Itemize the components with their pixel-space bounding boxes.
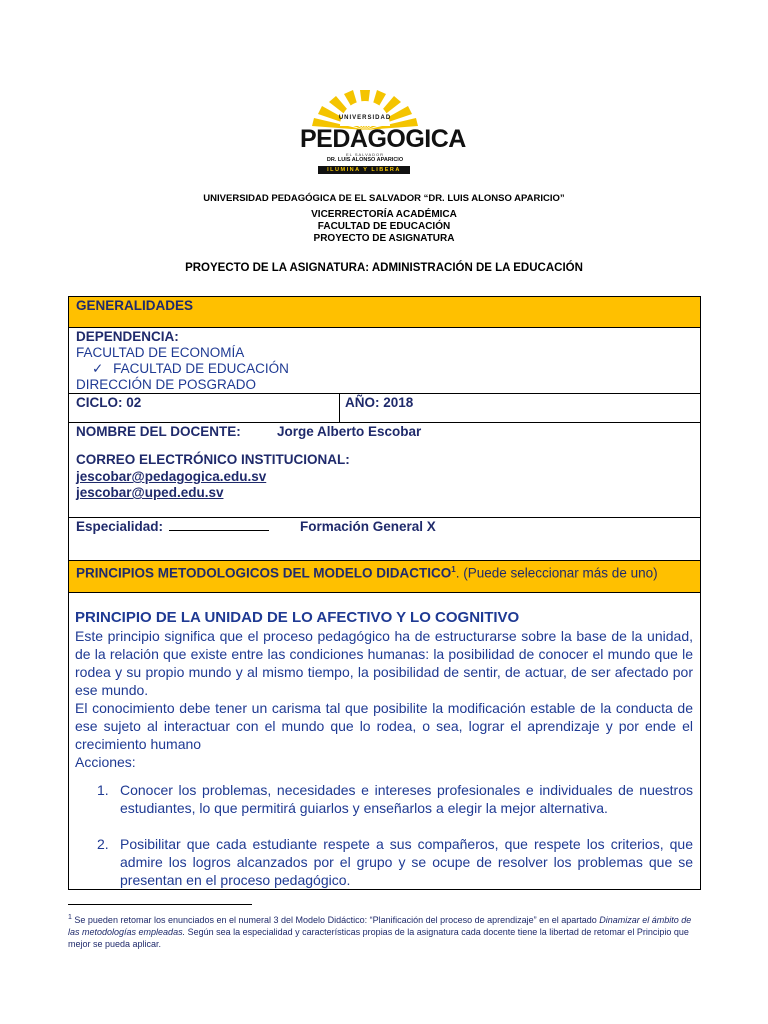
row-dependencia xyxy=(68,327,701,394)
especialidad-blank xyxy=(169,519,269,531)
email-link-uped[interactable]: jescobar@uped.edu.sv xyxy=(76,485,224,500)
row-docente xyxy=(68,422,701,518)
header-block xyxy=(0,209,768,245)
footnote-text-b: Según sea la especialidad y características propias de la asignatura cada docente tiene la libertad de retomar el Principio que mejor se pueda aplicar. xyxy=(68,927,689,949)
especialidad-field xyxy=(76,519,269,535)
logo-motto: ILUMINA Y LIBERA xyxy=(318,166,410,174)
option-educacion-label: FACULTAD DE EDUCACIÓN xyxy=(113,361,289,376)
checkmark-icon: ✓ xyxy=(92,361,104,376)
footnote-text-italic: Dinamizar el ámbito de las metodologías empleadas. xyxy=(68,915,692,937)
principle-paragraph-2: El conocimiento debe tener un carisma tal que posibilite la modificación estable de la conducta de ese sujeto al interactuar con el mundo que lo rodea, o sea, lograr el aprendizaje y por ende el crecimiento humano xyxy=(75,700,693,752)
option-educacion xyxy=(92,361,289,377)
anio-value: AÑO: 2018 xyxy=(345,395,414,410)
logo-founder: DR. LUIS ALONSO APARICIO xyxy=(326,157,404,163)
list-item-number: 1. xyxy=(97,782,109,798)
especialidad-label: Especialidad: xyxy=(76,519,164,534)
header-facultad: FACULTAD DE EDUCACIÓN xyxy=(317,221,451,232)
row-principle-body xyxy=(68,592,701,890)
correo-label: CORREO ELECTRÓNICO INSTITUCIONAL: xyxy=(76,452,350,467)
university-logo xyxy=(300,86,466,178)
option-economia: FACULTAD DE ECONOMÍA xyxy=(76,345,245,360)
principle-paragraph-1: Este principio significa que el proceso pedagógico ha de estructurarse sobre la base de la unidad, de la relación que existe entre las condiciones humanas: la posibilidad de conocer el mundo que le rodea y su propio mundo y al mismo tiempo, la posibilidad de sentir, de actuar, de ser afectado por ese mundo. xyxy=(75,628,693,698)
principios-heading xyxy=(76,562,658,582)
list-item-text: Conocer los problemas, necesidades e intereses profesionales e individuales de nuestros estudiantes, lo que permitirá guiarlos y enseñarlos a elegir la mejor alternativa. xyxy=(120,782,693,816)
row-ciclo xyxy=(68,393,701,423)
footnote-number: 1 xyxy=(68,914,72,921)
option-posgrado: DIRECCIÓN DE POSGRADO xyxy=(76,377,257,392)
list-item-text: Posibilitar que cada estudiante respete a sus compañeros, que respete los criterios, que admire los logros alcanzados por el grupo y se ocupe de resolver los problemas que se presentan en el proceso pedagógico. xyxy=(120,836,693,888)
project-title: PROYECTO DE LA ASIGNATURA: ADMINISTRACIÓN DE LA EDUCACIÓN xyxy=(185,262,583,274)
generalidades-heading: GENERALIDADES xyxy=(76,298,194,313)
footnote-separator xyxy=(68,904,252,905)
header-proyecto: PROYECTO DE ASIGNATURA xyxy=(313,233,455,244)
logo-country: EL SALVADOR xyxy=(345,152,385,157)
principle-title: PRINCIPIO DE LA UNIDAD DE LO AFECTIVO Y LO COGNITIVO xyxy=(75,609,520,626)
formacion-general: Formación General X xyxy=(300,519,436,534)
docente-value: Jorge Alberto Escobar xyxy=(277,424,422,439)
cell-divider xyxy=(339,394,340,422)
principios-label: PRINCIPIOS METODOLOGICOS DEL MODELO DIDACTICO xyxy=(76,565,452,581)
principios-note: . (Puede seleccionar más de uno) xyxy=(455,565,658,581)
logo-wordmark: PEDAGOGICA xyxy=(300,125,466,153)
row-generalidades xyxy=(68,296,701,328)
footnote xyxy=(68,912,701,950)
logo-arc-text: UNIVERSIDAD xyxy=(338,115,392,121)
footnote-marker: 1 xyxy=(451,565,456,574)
acciones-label: Acciones: xyxy=(75,754,136,770)
dependencia-label: DEPENDENCIA: xyxy=(76,329,179,344)
footnote-text-a: Se pueden retomar los enunciados en el numeral 3 del Modelo Didáctico: “Planificación del proceso de aprendizaje” en el apartado xyxy=(71,915,600,925)
university-name: UNIVERSIDAD PEDAGÓGICA DE EL SALVADOR “DR. LUIS ALONSO APARICIO” xyxy=(203,193,565,204)
docente-label: NOMBRE DEL DOCENTE: xyxy=(76,424,241,439)
list-item-number: 2. xyxy=(97,836,109,852)
email-link-pedagogica[interactable]: jescobar@pedagogica.edu.sv xyxy=(76,469,267,484)
row-especialidad xyxy=(68,517,701,561)
header-vicerrectoria: VICERRECTORÍA ACADÉMICA xyxy=(311,209,457,220)
ciclo-value: CICLO: 02 xyxy=(76,395,142,410)
row-principios xyxy=(68,560,701,593)
